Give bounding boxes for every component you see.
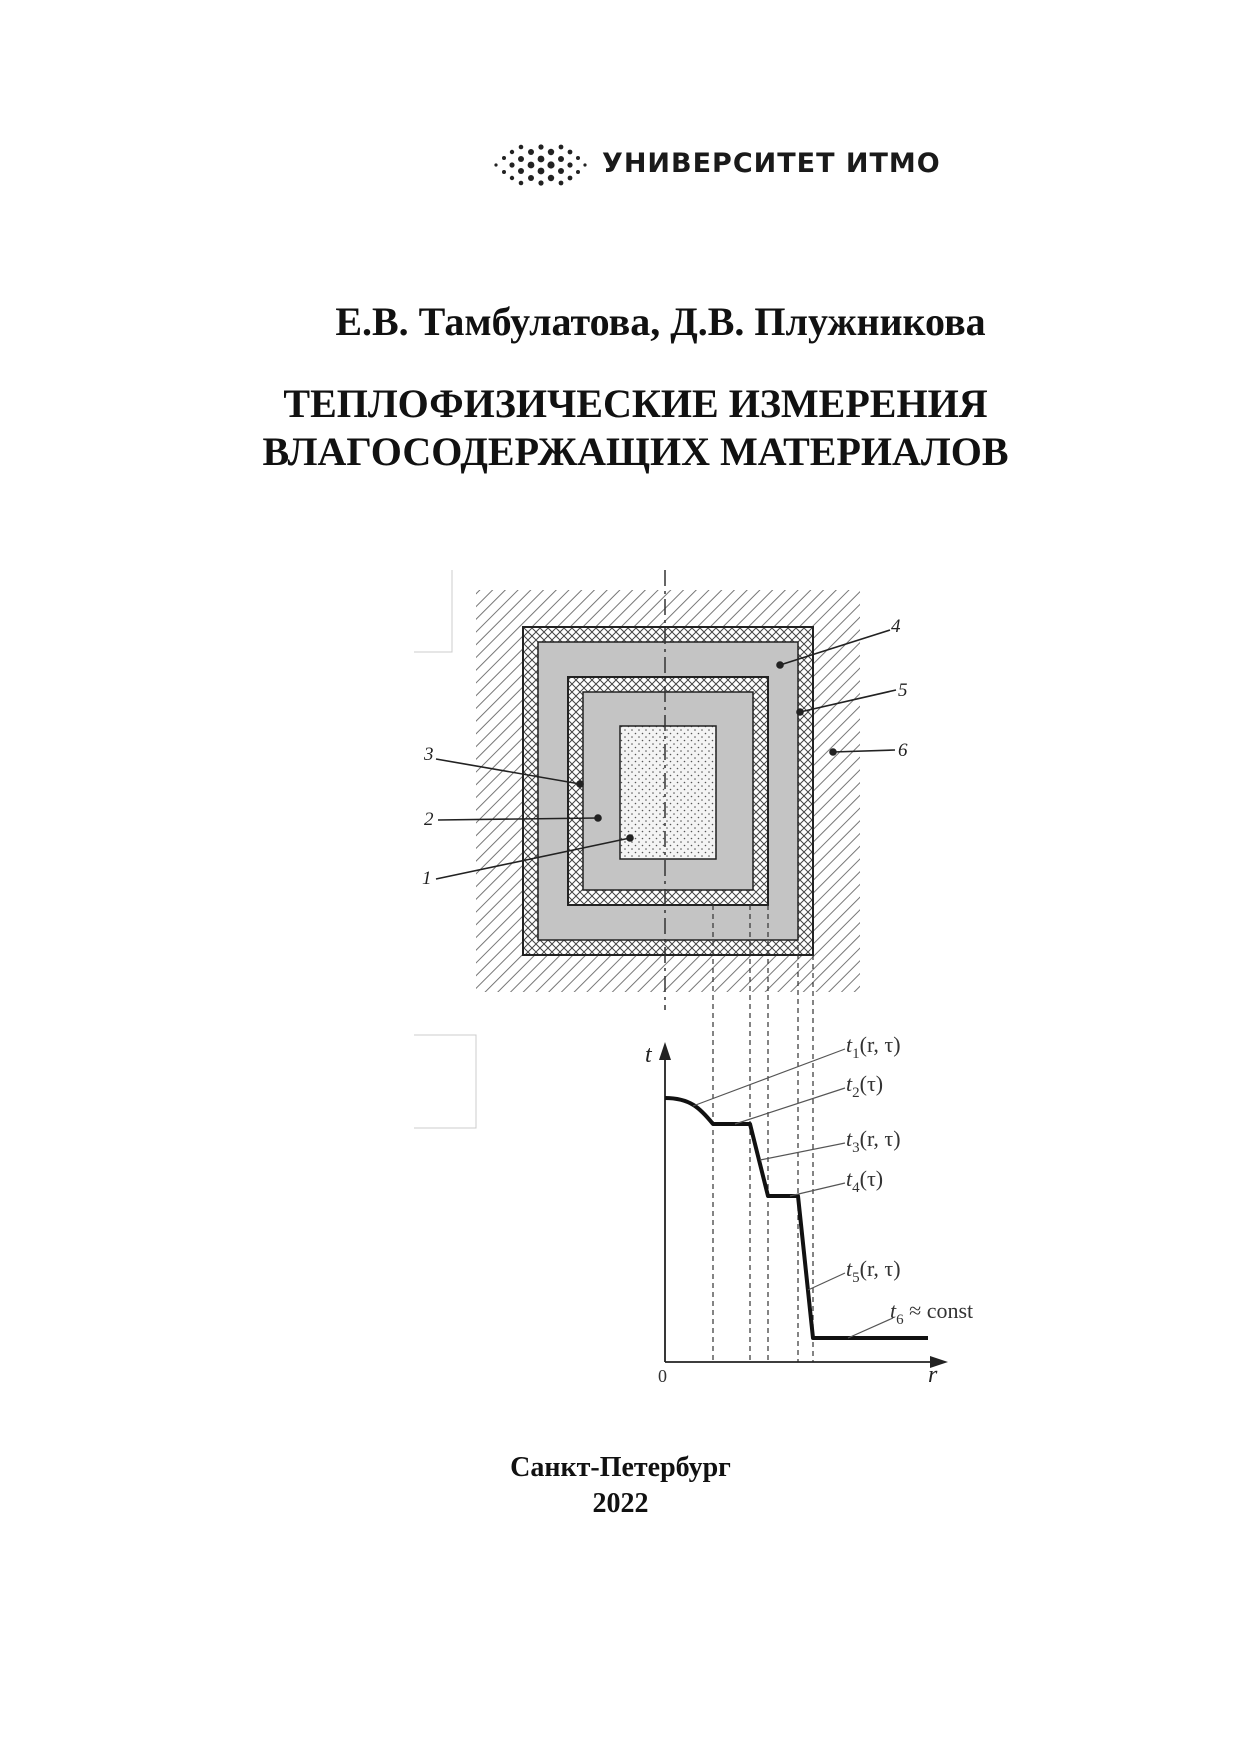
label-5: 5: [898, 680, 908, 701]
city: Санкт-Петербург: [510, 1452, 731, 1483]
layer-1: [620, 726, 716, 859]
curve-label-t4: $t_4(\tau)$: [846, 1166, 884, 1196]
scan-mark: [414, 570, 452, 652]
label-2: 2: [424, 809, 434, 830]
curve-label-t1: $t_1(r$, τ): [846, 1032, 901, 1062]
title-line-1: ТЕПЛОФИЗИЧЕСКИЕ ИЗМЕРЕНИЯ: [283, 381, 988, 426]
scan-mark: [414, 1035, 476, 1128]
label-3: 3: [424, 744, 434, 765]
university-name: УНИВЕРСИТЕТ ИТМО: [602, 148, 941, 179]
layer-diagram: [476, 570, 860, 1010]
y-axis-label: t: [645, 1042, 652, 1068]
origin-label: 0: [658, 1366, 667, 1386]
x-axis-label: r: [928, 1362, 938, 1388]
y-axis-arrow: [659, 1042, 671, 1060]
authors: Е.В. Тамбулатова, Д.В. Плужникова: [335, 299, 986, 344]
imprint: [0, 1450, 1241, 1522]
label-6: 6: [898, 740, 908, 761]
curve-label-t2: $t_2(\tau)$: [846, 1071, 884, 1101]
label-4: 4: [891, 616, 901, 637]
curve-label-t6: $t_6$ ≈ const: [890, 1298, 974, 1328]
temperature-graph: [645, 1032, 973, 1388]
title-line-2: ВЛАГОСОДЕРЖАЩИХ МАТЕРИАЛОВ: [262, 429, 1009, 474]
label-1: 1: [422, 868, 432, 889]
curve-label-t3: $t_3(r$, τ): [846, 1126, 901, 1156]
year: 2022: [592, 1488, 649, 1519]
curve-label-t5: $t_5(r$, τ): [846, 1256, 901, 1286]
